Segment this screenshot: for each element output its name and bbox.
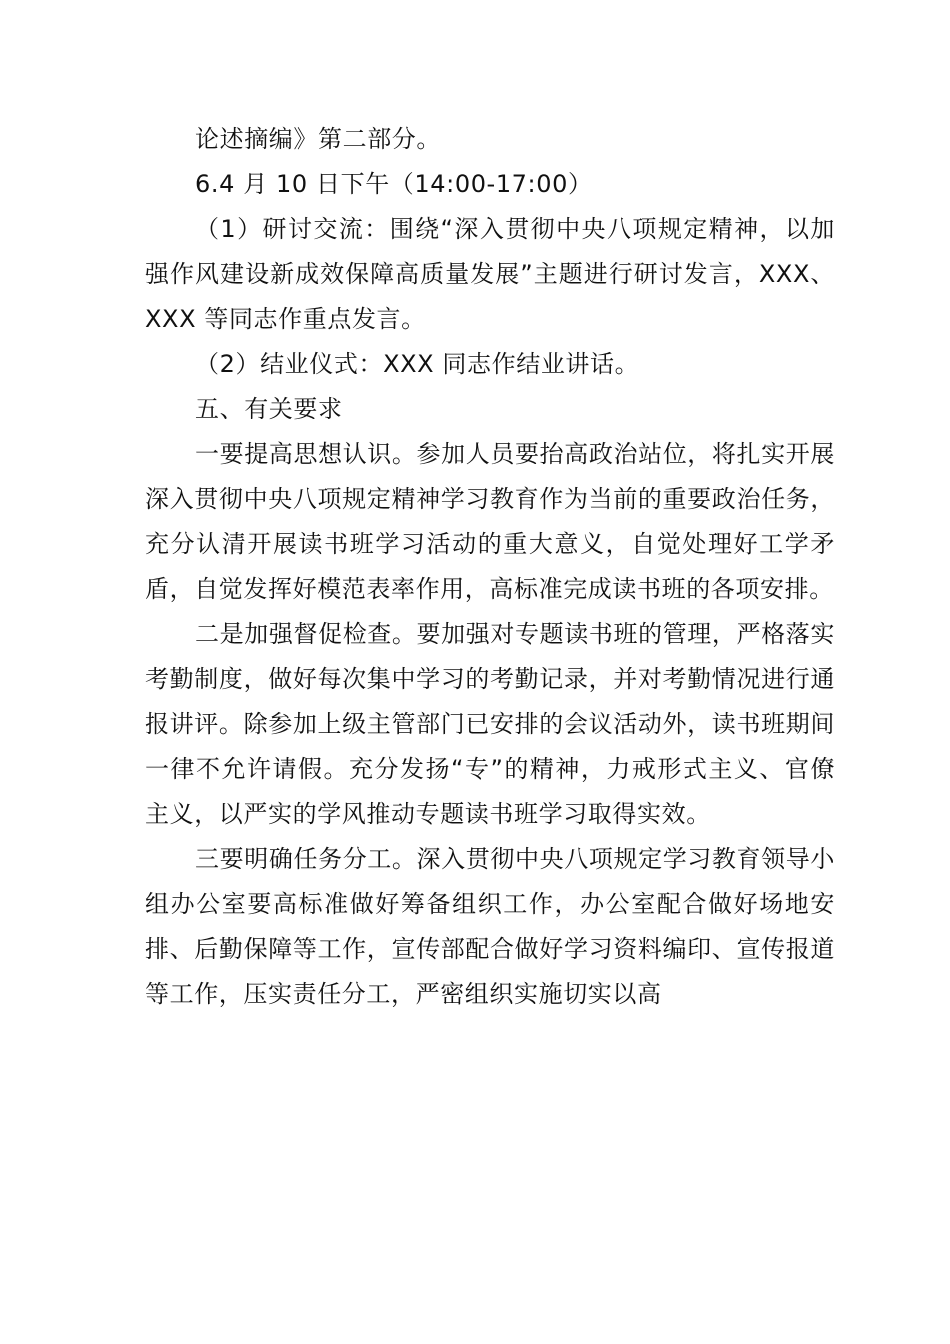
paragraph-requirement-2: 二是加强督促检查。要加强对专题读书班的管理，严格落实考勤制度，做好每次集中学习的考勤记录，并对考勤情况进行通报讲评。除参加上级主管部门已安排的会议活动外，读书班期间一律不允许请假。充分发扬“专”的精神，力戒形式主义、官僚主义，以严实的学风推动专题读书班学习取得实效。 <box>145 620 835 828</box>
paragraph-requirement-1: 一要提高思想认识。参加人员要抬高政治站位，将扎实开展深入贯彻中央八项规定精神学习教育作为当前的重要政治任务，充分认清开展读书班学习活动的重大意义，自觉处理好工学矛盾，自觉发挥好模范表率作用，高标准完成读书班的各项安排。 <box>145 440 835 603</box>
paragraph-closing-ceremony: （2）结业仪式：XXX 同志作结业讲话。 <box>195 350 640 378</box>
paragraph-discussion: （1）研讨交流：围绕“深入贯彻中央八项规定精神，以加强作风建设新成效保障高质量发展”主题进行研讨发言，XXX、XXX 等同志作重点发言。 <box>145 215 835 333</box>
paragraph-schedule-afternoon: 6.4 月 10 日下午（14:00-17:00） <box>195 170 593 198</box>
section-heading-requirements: 五、有关要求 <box>195 395 343 423</box>
paragraph-continuation: 论述摘编》第二部分。 <box>195 125 441 153</box>
document-body <box>145 117 835 1017</box>
paragraph-requirement-3: 三要明确任务分工。深入贯彻中央八项规定学习教育领导小组办公室要高标准做好筹备组织工作，办公室配合做好场地安排、后勤保障等工作，宣传部配合做好学习资料编印、宣传报道等工作，压实责任分工，严密组织实施切实以高 <box>145 845 835 1008</box>
